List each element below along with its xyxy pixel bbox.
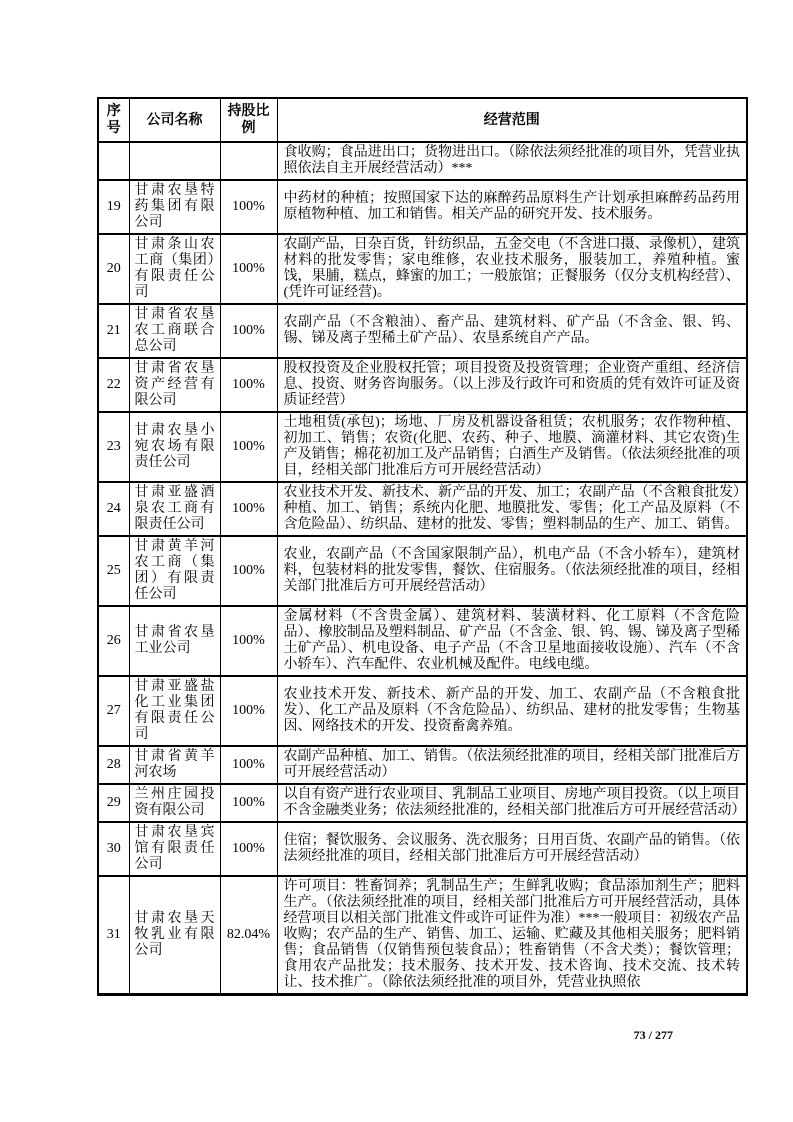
cell-shareholding-ratio: 100% [220, 676, 277, 746]
cell-business-scope: 许可项目：牲畜饲养；乳制品生产；生鲜乳收购；食品添加剂生产；肥料生产。（依法须经批准的项目，经相关部门批准后方可开展经营活动，具体经营项目以相关部门批准文件或许可证件为准）***一般项目：初级农产品收购；农产品的生产、销售、加工、运输、贮藏及其他相关服务；肥料销售；食品销售（仅销售预包装食品）；牲畜销售（不含犬类）；餐饮管理；食用农产品批发；技术服务、技术开发、技术咨询、技术交流、技术转让、技术推广。（除依法须经批准的项目外，凭营业执照依 [277, 876, 747, 995]
cell-serial-number: 27 [98, 676, 129, 746]
cell-shareholding-ratio [220, 142, 277, 180]
cell-company-name: 甘肃省农垦资产经营有限公司 [129, 358, 220, 412]
header-shareholding-ratio: 持股比例 [220, 98, 277, 142]
subsidiary-companies-table [97, 97, 748, 996]
cell-serial-number: 31 [98, 876, 129, 995]
header-row [98, 98, 747, 142]
cell-business-scope: 农业技术开发、新技术、新产品的开发、加工；农副产品（不含粮食批发）种植、加工、销售；系统内化肥、地膜批发、零售；化工产品及原料（不含危险品）、纺织品、建材的批发、零售；塑料制品的生产、加工、销售。 [277, 482, 747, 536]
cell-serial-number: 22 [98, 358, 129, 412]
cell-company-name: 兰州庄园投资有限公司 [129, 784, 220, 822]
table-row [98, 536, 747, 606]
page-number: 73 / 277 [633, 1028, 673, 1042]
cell-serial-number: 30 [98, 822, 129, 876]
table-row [98, 784, 747, 822]
cell-company-name: 甘肃亚盛盐化工业集团有限责任公司 [129, 676, 220, 746]
cell-shareholding-ratio: 100% [220, 606, 277, 676]
cell-business-scope: 以自有资产进行农业项目、乳制品工业项目、房地产项目投资。（以上项目不含金融类业务；依法须经批准的，经相关部门批准后方可开展经营活动） [277, 784, 747, 822]
cell-business-scope: 农业技术开发、新技术、新产品的开发、加工、农副产品（不含粮食批发）、化工产品及原料（不含危险品）、纺织品、建材的批发零售；生物基因、网络技术的开发、投资畜禽养殖。 [277, 676, 747, 746]
cell-company-name: 甘肃省黄羊河农场 [129, 746, 220, 784]
cell-company-name: 甘肃黄羊河农工商（集团）有限责任公司 [129, 536, 220, 606]
cell-serial-number: 28 [98, 746, 129, 784]
cell-shareholding-ratio: 100% [220, 482, 277, 536]
header-company-name: 公司名称 [129, 98, 220, 142]
cell-serial-number: 25 [98, 536, 129, 606]
cell-company-name: 甘肃亚盛酒泉农工商有限责任公司 [129, 482, 220, 536]
cell-company-name: 甘肃条山农工商（集团）有限责任公司 [129, 234, 220, 304]
cell-shareholding-ratio: 100% [220, 234, 277, 304]
cell-serial-number: 20 [98, 234, 129, 304]
cell-business-scope: 中药材的种植；按照国家下达的麻醉药品原料生产计划承担麻醉药品药用原植物种植、加工和销售。相关产品的研究开发、技术服务。 [277, 180, 747, 234]
cell-shareholding-ratio: 100% [220, 822, 277, 876]
cell-serial-number: 24 [98, 482, 129, 536]
table-row [98, 358, 747, 412]
cell-shareholding-ratio: 82.04% [220, 876, 277, 995]
cell-business-scope: 农副产品，日杂百货，针纺织品，五金交电（不含进口摄、录像机），建筑材料的批发零售；家电维修，农业技术服务，服装加工，养殖种植。蜜饯，果脯，糕点，蜂蜜的加工；一般旅馆；正餐服务（仅分支机构经营）、(凭许可证经营)。 [277, 234, 747, 304]
cell-shareholding-ratio: 100% [220, 358, 277, 412]
cell-company-name: 甘肃农垦天牧乳业有限公司 [129, 876, 220, 995]
cell-business-scope: 食收购；食品进出口；货物进出口。（除依法须经批准的项目外，凭营业执照依法自主开展经营活动）*** [277, 142, 747, 180]
table-row [98, 822, 747, 876]
cell-shareholding-ratio: 100% [220, 784, 277, 822]
cell-serial-number [98, 142, 129, 180]
cell-serial-number: 23 [98, 412, 129, 482]
table-row [98, 876, 747, 995]
cell-company-name: 甘肃省农垦工业公司 [129, 606, 220, 676]
cell-company-name [129, 142, 220, 180]
cell-business-scope: 金属材料（不含贵金属）、建筑材料、装潢材料、化工原料（不含危险品）、橡胶制品及塑料制品、矿产品（不含金、银、钨、锡、锑及离子型稀土矿产品）、机电设备、电子产品（不含卫星地面接收设施）、汽车（不含小轿车）、汽车配件、农业机械及配件。电线电缆。 [277, 606, 747, 676]
cell-company-name: 甘肃农垦小宛农场有限责任公司 [129, 412, 220, 482]
cell-company-name: 甘肃省农垦农工商联合总公司 [129, 304, 220, 358]
table-row [98, 746, 747, 784]
cell-serial-number: 26 [98, 606, 129, 676]
table-row [98, 606, 747, 676]
cell-business-scope: 农副产品（不含粮油）、畜产品、建筑材料、矿产品（不含金、银、钨、锡、锑及离子型稀土矿产品）、农垦系统自产产品。 [277, 304, 747, 358]
table-body [98, 142, 747, 995]
cell-serial-number: 19 [98, 180, 129, 234]
table-row [98, 412, 747, 482]
table-row [98, 234, 747, 304]
table-header [98, 98, 747, 142]
cell-business-scope: 农副产品种植、加工、销售。（依法须经批准的项目，经相关部门批准后方可开展经营活动） [277, 746, 747, 784]
cell-shareholding-ratio: 100% [220, 536, 277, 606]
cell-business-scope: 住宿；餐饮服务、会议服务、洗衣服务；日用百货、农副产品的销售。（依法须经批准的项目，经相关部门批准后方可开展经营活动） [277, 822, 747, 876]
cell-shareholding-ratio: 100% [220, 304, 277, 358]
table-row [98, 180, 747, 234]
cell-shareholding-ratio: 100% [220, 412, 277, 482]
cell-business-scope: 农业，农副产品（不含国家限制产品），机电产品（不含小轿车），建筑材料，包装材料的批发零售，餐饮、住宿服务。（依法须经批准的项目，经相关部门批准后方可开展经营活动） [277, 536, 747, 606]
header-business-scope: 经营范围 [277, 98, 747, 142]
table-row [98, 676, 747, 746]
cell-shareholding-ratio: 100% [220, 746, 277, 784]
cell-business-scope: 土地租赁(承包)；场地、厂房及机器设备租赁；农机服务；农作物种植、初加工、销售；农资(化肥、农药、种子、地膜、滴灌材料、其它农资)生产及销售；棉花初加工及产品销售；白酒生产及销售。（依法须经批准的项目，经相关部门批准后方可开展经营活动） [277, 412, 747, 482]
header-serial-number: 序号 [98, 98, 129, 142]
table-row [98, 304, 747, 358]
table-row [98, 482, 747, 536]
cell-serial-number: 29 [98, 784, 129, 822]
cell-business-scope: 股权投资及企业股权托管；项目投资及投资管理；企业资产重组、经济信息、投资、财务咨询服务。（以上涉及行政许可和资质的凭有效许可证及资质证经营） [277, 358, 747, 412]
cell-shareholding-ratio: 100% [220, 180, 277, 234]
table-row [98, 142, 747, 180]
cell-company-name: 甘肃农垦特药集团有限公司 [129, 180, 220, 234]
cell-company-name: 甘肃农垦宾馆有限责任公司 [129, 822, 220, 876]
cell-serial-number: 21 [98, 304, 129, 358]
